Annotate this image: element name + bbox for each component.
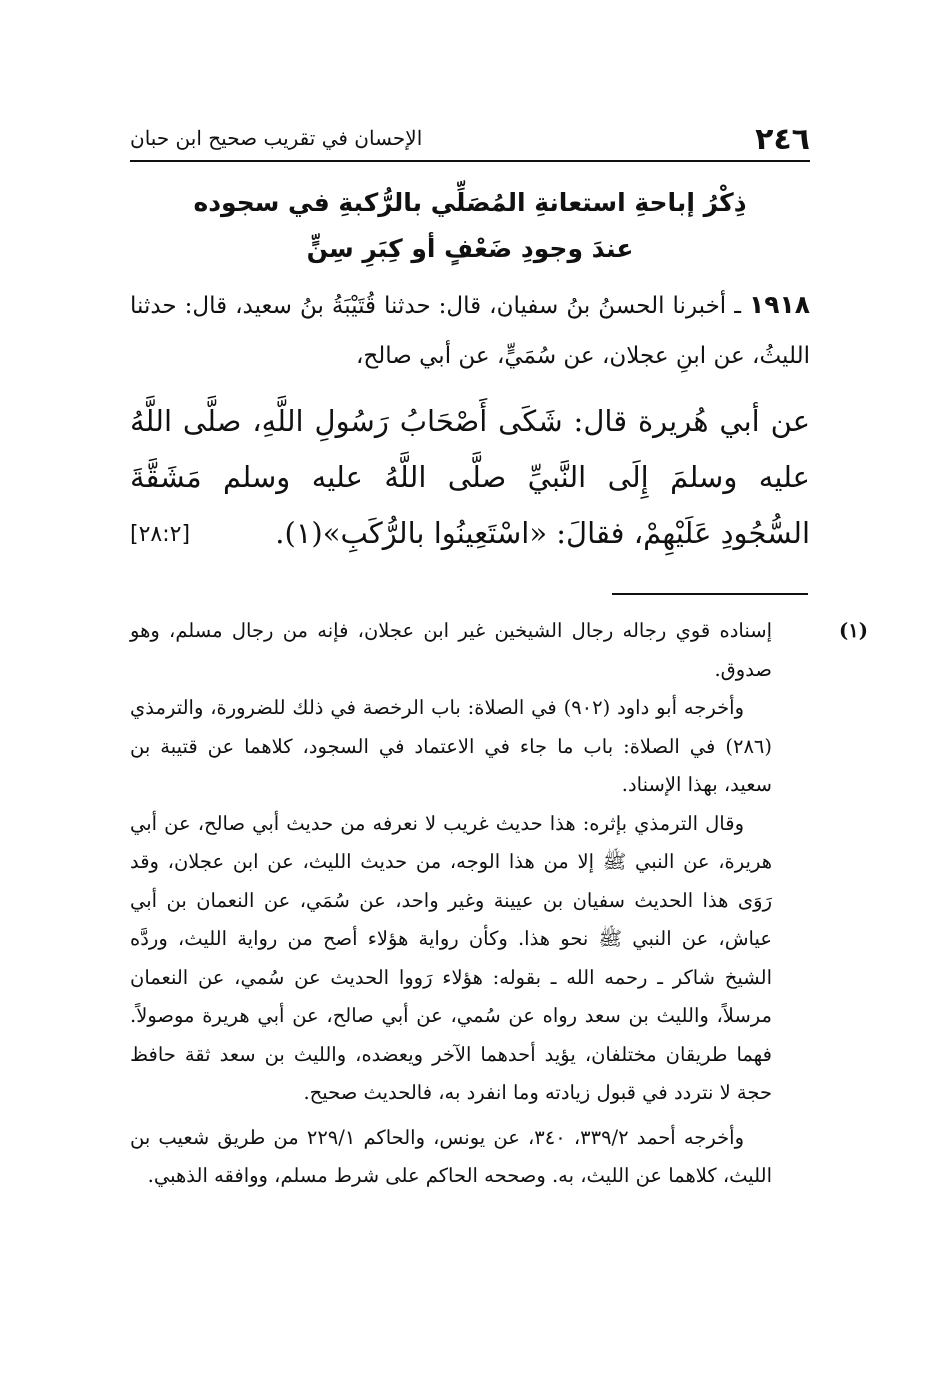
hadith-matn-text: عن أبي هُريرة قال: شَكَى أَصْحَابُ رَسُولِ اللَّهِ، صلَّى اللَّهُ عليه وسلمَ إِلَى النَّبيِّ صلَّى اللَّهُ عليه وسلم مَشَقَّةَ السُّجُودِ عَلَيْهِمْ، فقالَ: «اسْتَعِينُوا بالرُّكَبِ»(١). [130, 404, 810, 550]
footnote-marker: (١) [839, 619, 868, 642]
header-rule [130, 160, 810, 162]
footnote-1-para-2: وأخرجه أبو داود (٩٠٢) في الصلاة: باب الرخصة في ذلك للضرورة، والترمذي (٢٨٦) في الصلاة: باب ما جاء في الاعتماد في السجود، كلاهما عن قتيبة بن سعيد، بهذا الإسناد. [130, 696, 772, 796]
hadith-isnad [130, 280, 810, 381]
section-title-line-1: ذِكْرُ إباحةِ استعانةِ المُصَلِّي بالرُّكبةِ في سجوده [193, 188, 747, 217]
footnote-1-para-1 [130, 612, 868, 689]
hadith-block [130, 280, 810, 563]
hadith-number: ١٩١٨ [748, 290, 810, 319]
footnotes [130, 612, 868, 1196]
footnote-1-para-4: وأخرجه أحمد ٣٣٩/٢، ٣٤٠، عن يونس، والحاكم ٢٢٩/١ من طريق شعيب بن الليث، كلاهما عن الليث، به. وصححه الحاكم على شرط مسلم، ووافقه الذهبي. [130, 1125, 772, 1187]
footnote-1-para-3: وقال الترمذي بإثره: هذا حديث غريب لا نعرفه من حديث أبي صالح، عن أبي هريرة، عن النبي ﷺ إلا من هذا الوجه، من حديث الليث، عن ابن عجلان، وقد رَوَى هذا الحديث سفيان بن عيينة وغير واحد، عن سُمَي، عن النعمان بن أبي عياش، عن النبي ﷺ نحو هذا. وكأن رواية هؤلاء أصح من رواية الليث، وردَّه الشيخ شاكر ـ رحمه الله ـ بقوله: هؤلاء رَووا الحديث عن سُمي، عن النعمان مرسلاً، والليث بن سعد رواه عن سُمي، عن أبي صالح، عن أبي هريرة موصولاً. فهما طريقان مختلفان، يؤيد أحدهما الآخر ويعضده، والليث بن سعد ثقة حافظ حجة لا نتردد في قبول زيادته وما انفرد به، فالحديث صحيح. [130, 811, 772, 1104]
page-number: ٢٤٦ [755, 122, 810, 157]
hadith-reference: [٢٨:٢] [130, 522, 191, 547]
hadith-isnad-text: ـ أخبرنا الحسنُ بنُ سفيان، قال: حدثنا قُتَيْبَةُ بنُ سعيد، قال: حدثنا الليثُ، عن ابنِ عجلان، عن سُمَيٍّ، عن أبي صالح، [130, 293, 810, 369]
section-title [130, 180, 810, 272]
hadith-matn [130, 393, 810, 561]
section-title-line-2: عندَ وجودِ ضَعْفٍ أو كِبَرِ سِنٍّ [306, 234, 634, 263]
footnote-separator [612, 593, 808, 595]
page-header [130, 112, 810, 156]
running-title: الإحسان في تقريب صحيح ابن حبان [130, 126, 423, 150]
footnote-1-text: إسناده قوي رجاله رجال الشيخين غير ابن عجلان، فإنه من رجال مسلم، وهو صدوق. [130, 619, 772, 681]
